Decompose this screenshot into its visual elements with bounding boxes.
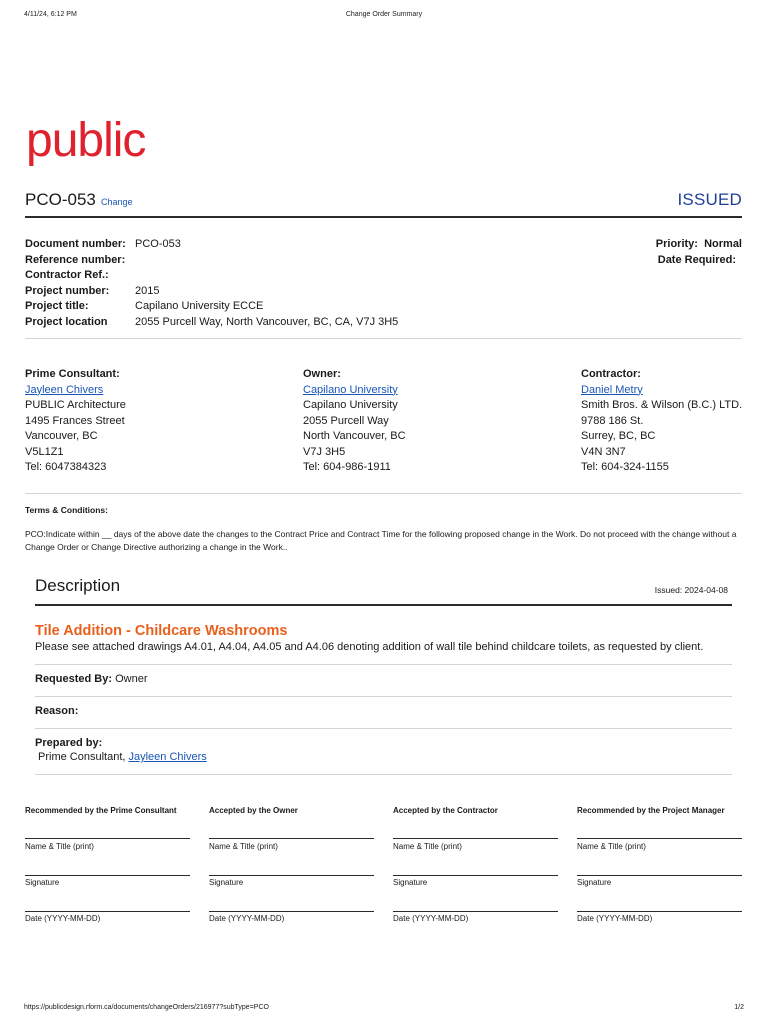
- party-contractor: [581, 367, 746, 476]
- signature-block-owner: [209, 806, 374, 923]
- date-caption: Date (YYYY-MM-DD): [577, 914, 653, 923]
- priority: [656, 237, 742, 253]
- party-postal: V4N 3N7: [581, 445, 626, 458]
- party-owner: [303, 367, 483, 476]
- public-logo: [26, 118, 161, 170]
- info-label: Project number:: [25, 284, 110, 297]
- print-datetime: 4/11/24, 6:12 PM: [24, 11, 77, 18]
- requested-by-value: Owner: [115, 673, 148, 685]
- info-label: Project location: [25, 315, 108, 328]
- date-line[interactable]: [209, 911, 374, 912]
- description-title: Description: [35, 576, 121, 595]
- header-divider: [25, 216, 742, 218]
- info-label: Document number:: [25, 238, 126, 250]
- reason: [35, 705, 78, 717]
- document-info: [25, 237, 742, 330]
- info-row-project-title: [25, 299, 742, 315]
- prepared-by: [38, 751, 207, 763]
- parties-divider: [25, 493, 742, 494]
- info-value: 2015: [135, 284, 160, 297]
- signature-block-heading: Accepted by the Owner: [209, 806, 298, 815]
- info-value: Capilano University ECCE: [135, 300, 264, 312]
- date-line[interactable]: [25, 911, 190, 912]
- party-company: PUBLIC Architecture: [25, 399, 126, 411]
- info-row-project-location: [25, 315, 742, 331]
- terms-text: PCO:Indicate within __ days of the above date the changes to the Contract Price and Contract Time for the following proposed change in the Work. Do not proceed with the change without a Change Order or Change Directive authorizing a change in the Work..: [25, 529, 737, 552]
- info-label: Contractor Ref.:: [25, 269, 109, 281]
- signature-caption: Signature: [393, 878, 428, 887]
- party-city: Surrey, BC, BC: [581, 430, 656, 442]
- party-company: Capilano University: [303, 399, 398, 411]
- info-divider: [25, 338, 742, 339]
- date-line[interactable]: [577, 911, 742, 912]
- party-prime-consultant: [25, 367, 205, 476]
- party-street: 1495 Frances Street: [25, 414, 125, 427]
- party-contact-link[interactable]: Capilano University: [303, 383, 398, 396]
- info-row-project-number: [25, 284, 742, 300]
- description-divider: [35, 604, 732, 606]
- party-company: Smith Bros. & Wilson (B.C.) LTD.: [581, 399, 743, 411]
- info-row-reference-number: [25, 253, 742, 269]
- party-role: Contractor:: [581, 368, 641, 380]
- divider: [35, 696, 732, 697]
- divider: [35, 728, 732, 729]
- logo-wordmark: public: [26, 118, 146, 167]
- priority-value: Normal: [704, 238, 742, 250]
- divider: [35, 774, 732, 775]
- party-postal: V7J 3H5: [303, 445, 346, 458]
- info-row-document-number: [25, 237, 742, 253]
- date-line[interactable]: [393, 911, 558, 912]
- name-line[interactable]: [209, 838, 374, 839]
- signature-line[interactable]: [577, 875, 742, 876]
- party-city: North Vancouver, BC: [303, 430, 406, 442]
- signature-line[interactable]: [393, 875, 558, 876]
- pco-type-label: Change: [101, 197, 133, 207]
- signature-caption: Signature: [577, 878, 612, 887]
- party-tel: Tel: 604-986-1911: [303, 461, 391, 473]
- pco-number: PCO-053: [25, 190, 96, 209]
- party-role: Owner:: [303, 368, 341, 380]
- info-value: PCO-053: [135, 238, 181, 250]
- name-caption: Name & Title (print): [393, 842, 462, 851]
- party-street: 2055 Purcell Way: [303, 414, 389, 427]
- issued-date: Issued: 2024-04-08: [654, 585, 728, 595]
- name-line[interactable]: [393, 838, 558, 839]
- signature-line[interactable]: [209, 875, 374, 876]
- info-row-contractor-ref: [25, 268, 742, 284]
- change-heading: Tile Addition - Childcare Washrooms: [35, 623, 288, 639]
- party-tel: Tel: 6047384323: [25, 461, 107, 473]
- signature-line[interactable]: [25, 875, 190, 876]
- page-url: https://publicdesign.rform.ca/documents/changeOrders/216977?subType=PCO: [24, 1004, 269, 1011]
- party-postal: V5L1Z1: [25, 445, 64, 458]
- change-body: Please see attached drawings A4.01, A4.04, A4.05 and A4.06 denoting addition of wall tile behind childcare toilets, as requested by client.: [35, 641, 704, 653]
- requested-by: [35, 673, 148, 685]
- signature-block-prime-consultant: [25, 806, 190, 923]
- date-required-label: Date Required:: [657, 253, 736, 266]
- signature-block-heading: Recommended by the Prime Consultant: [25, 806, 177, 815]
- date-caption: Date (YYYY-MM-DD): [25, 914, 101, 923]
- info-value: 2055 Purcell Way, North Vancouver, BC, CA, V7J 3H5: [135, 315, 399, 328]
- priority-label: Priority:: [655, 238, 698, 250]
- prepared-by-name-link[interactable]: Jayleen Chivers: [128, 751, 207, 763]
- name-line[interactable]: [25, 838, 190, 839]
- info-label: Project title:: [25, 300, 89, 312]
- page-number: 1/2: [734, 1004, 744, 1011]
- party-role: Prime Consultant:: [25, 368, 120, 380]
- party-contact-link[interactable]: Jayleen Chivers: [25, 383, 104, 396]
- signature-block-project-manager: [577, 806, 742, 923]
- name-line[interactable]: [577, 838, 742, 839]
- date-required: [658, 253, 736, 269]
- name-caption: Name & Title (print): [25, 842, 94, 851]
- date-caption: Date (YYYY-MM-DD): [209, 914, 285, 923]
- party-tel: Tel: 604-324-1155: [581, 461, 669, 473]
- divider: [35, 664, 732, 665]
- party-city: Vancouver, BC: [25, 430, 98, 442]
- requested-by-label: Requested By:: [35, 673, 113, 685]
- info-label: Reference number:: [25, 253, 126, 266]
- prepared-by-label: [35, 737, 102, 749]
- party-street: 9788 186 St.: [581, 414, 644, 427]
- terms-label: Terms & Conditions:: [25, 505, 108, 515]
- status-badge: ISSUED: [677, 190, 742, 209]
- signature-caption: Signature: [25, 878, 60, 887]
- prepared-by-label-text: Prepared by:: [35, 737, 103, 749]
- signature-block-contractor: [393, 806, 558, 923]
- reason-label: Reason:: [35, 705, 79, 717]
- print-title: Change Order Summary: [345, 11, 423, 18]
- signature-caption: Signature: [209, 878, 244, 887]
- name-caption: Name & Title (print): [209, 842, 278, 851]
- signature-block-heading: Accepted by the Contractor: [393, 806, 498, 815]
- date-caption: Date (YYYY-MM-DD): [393, 914, 469, 923]
- party-contact-link[interactable]: Daniel Metry: [581, 383, 643, 396]
- name-caption: Name & Title (print): [577, 842, 646, 851]
- prepared-by-role: Prime Consultant,: [38, 751, 126, 763]
- signature-block-heading: Recommended by the Project Manager: [577, 806, 725, 815]
